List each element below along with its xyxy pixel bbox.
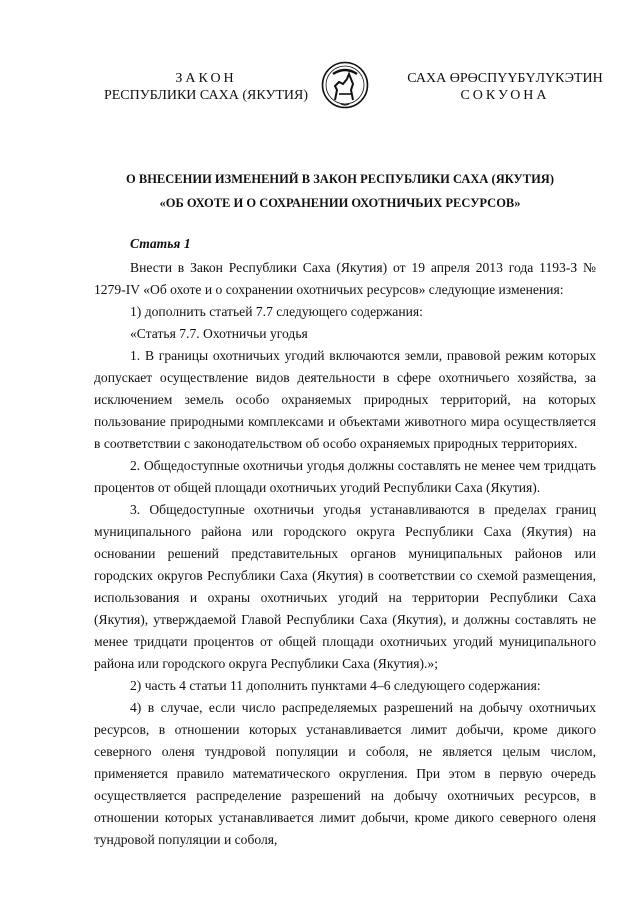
paragraph-point-3: 3. Общедоступные охотничьи угодья устанавливаются в пределах границ муниципального района или городского округа Республики Саха (Якутия) на основании решений представительных органов муниципальных районов или городских округов Республики Саха (Якутия) в соответствии со схемой размещения, использования и охраны охотничьих угодий на территории Республики Саха (Якутия), утверждаемой Главой Республики Саха (Якутия), и должны составлять не менее тридцати процентов от общей площади охотничьих угодий муниципального района или городского округа Республики Саха (Якутия).»; xyxy=(94,502,596,671)
header-law-label: ЗАКОН xyxy=(175,71,237,86)
paragraph-item-1: 1) дополнить статьей 7.7 следующего содержания: xyxy=(130,304,423,319)
paragraph-intro: Внести в Закон Республики Саха (Якутия) от 19 апреля 2013 года 1193-З № 1279-IV «Об охоте и о сохранении охотничьих ресурсов» следующие изменения: xyxy=(94,260,596,297)
paragraph-article-7-7-heading: «Статья 7.7. Охотничьи угодья xyxy=(130,326,308,341)
header-right xyxy=(390,70,620,104)
document-body xyxy=(94,233,596,851)
header-republic-label: РЕСПУБЛИКИ САХА (ЯКУТИЯ) xyxy=(103,88,309,103)
paragraph-subpoint-4: 4) в случае, если число распределяемых разрешений на добычу охотничьих ресурсов, в отношении которых устанавливается лимит добычи, кроме дикого северного оленя тундровой популяции и соболя, не является целым числом, применяется правило математического округления. При этом в первую очередь осуществляется распределение разрешений на добычу охотничьих ресурсов, в отношении которых устанавливается лимит добычи, кроме дикого северного оленя тундровой популяции и соболя, xyxy=(94,700,596,847)
header-law-sakha-label: СОКУОНА xyxy=(460,88,550,103)
paragraph-point-2: 2. Общедоступные охотничьи угодья должны составлять не менее чем тридцать процентов от общей площади охотничьих угодий Республики Саха (Якутия). xyxy=(94,458,596,495)
title-line-1: О ВНЕСЕНИИ ИЗМЕНЕНИЙ В ЗАКОН РЕСПУБЛИКИ САХА (ЯКУТИЯ) xyxy=(126,172,554,186)
document-title xyxy=(90,167,590,215)
sakha-emblem-icon xyxy=(321,60,369,110)
header-left xyxy=(96,70,316,104)
paragraph-point-1: 1. В границы охотничьих угодий включаются земли, правовой режим которых допускает осуществление видов деятельности в сфере охотничьего хозяйства, за исключением земель особо охраняемых природных территорий, на которых пользование природными комплексами и объектами животного мира осуществляется в соответствии с законодательством об особо охраняемых природных территориях. xyxy=(94,348,596,451)
header-republic-sakha-label: САХА ӨРӨСПҮҮБҮЛҮКЭТИН xyxy=(407,71,603,86)
paragraph-item-2: 2) часть 4 статьи 11 дополнить пунктами 4–6 следующего содержания: xyxy=(130,678,541,693)
article-heading: Статья 1 xyxy=(130,236,191,251)
title-line-2: «ОБ ОХОТЕ И О СОХРАНЕНИИ ОХОТНИЧЬИХ РЕСУРСОВ» xyxy=(159,196,521,210)
